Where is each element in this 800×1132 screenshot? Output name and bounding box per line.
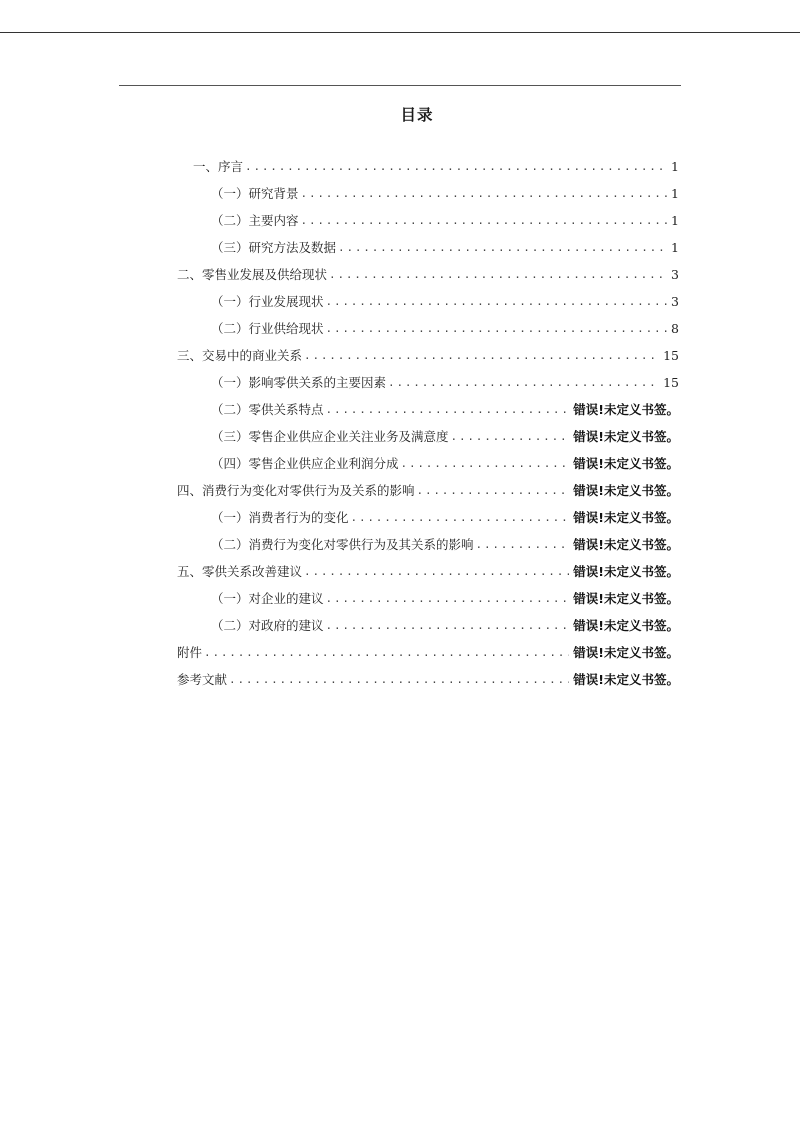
toc-entry-label: （三）零售企业供应企业关注业务及满意度 [211,429,449,444]
toc-entry[interactable] [193,153,679,180]
toc-entry-bookmark-error: 错误!未定义书签。 [573,402,679,417]
toc-entry-label: （四）零售企业供应企业利润分成 [211,456,399,471]
toc-dot-leader [417,477,570,504]
toc-dot-leader [301,180,668,207]
toc-entry-bookmark-error: 错误!未定义书签。 [573,618,679,633]
page-top-border [0,32,800,33]
toc-entry[interactable] [211,396,679,423]
toc-entry[interactable] [211,369,679,396]
toc-entry-label: （一）消费者行为的变化 [211,510,349,525]
toc-entry[interactable] [177,477,679,504]
toc-entry-page-number: 1 [671,240,679,255]
toc-entry-label: 五、零供关系改善建议 [177,564,303,579]
toc-entry-page-number: 1 [671,159,679,174]
toc-entry[interactable] [177,261,679,288]
toc-dot-leader [326,585,570,612]
toc-dot-leader [326,396,570,423]
toc-entry-page-number: 3 [671,267,679,282]
toc-title: 目录 [400,106,434,124]
toc-entry-page-number: 3 [671,294,679,309]
toc-entry-bookmark-error: 错误!未定义书签。 [573,645,679,660]
toc-entry-label: 附件 [177,645,203,660]
toc-entry[interactable] [177,342,679,369]
toc-entry[interactable] [177,639,679,666]
toc-entry-label: （二）零供关系特点 [211,402,324,417]
toc-dot-leader [329,261,667,288]
toc-entry[interactable] [211,234,679,261]
toc-dot-leader [401,450,570,477]
toc-entry[interactable] [211,315,679,342]
toc-dot-leader [304,558,569,585]
toc-entry[interactable] [211,288,679,315]
toc-entry-bookmark-error: 错误!未定义书签。 [573,591,679,606]
toc-entry[interactable] [211,450,679,477]
toc-dot-leader [476,531,570,558]
toc-entry-label: （二）主要内容 [211,213,299,228]
toc-entry-label: （二）消费行为变化对零供行为及其关系的影响 [211,537,474,552]
toc-entry[interactable] [211,207,679,234]
toc-entry-bookmark-error: 错误!未定义书签。 [573,537,679,552]
toc-entry-label: （二）对政府的建议 [211,618,324,633]
toc-entry-label: （一）研究背景 [211,186,299,201]
toc-dot-leader [304,342,659,369]
toc-entry-bookmark-error: 错误!未定义书签。 [573,510,679,525]
toc-entry-label: （三）研究方法及数据 [211,240,337,255]
toc-entry-label: 参考文献 [177,672,228,687]
toc-entry[interactable] [211,180,679,207]
toc-entry[interactable] [177,666,679,693]
toc-dot-leader [245,153,667,180]
toc-dot-leader [388,369,659,396]
toc-entry-label: （二）行业供给现状 [211,321,324,336]
toc-entry-bookmark-error: 错误!未定义书签。 [573,429,679,444]
toc-entry-bookmark-error: 错误!未定义书签。 [573,483,679,498]
toc-entry-page-number: 1 [671,213,679,228]
toc-entry-bookmark-error: 错误!未定义书签。 [573,456,679,471]
toc-dot-leader [326,612,570,639]
toc-entry-label: 四、消费行为变化对零供行为及关系的影响 [177,483,415,498]
toc-entry-label: 一、序言 [193,159,244,174]
toc-dot-leader [204,639,569,666]
toc-dot-leader [301,207,668,234]
toc-entry-label: 二、零售业发展及供给现状 [177,267,328,282]
toc-dot-leader [451,423,570,450]
toc-entry-page-number: 1 [671,186,679,201]
toc-dot-leader [229,666,569,693]
toc-entry[interactable] [211,612,679,639]
toc-entry-page-number: 8 [671,321,679,336]
toc-entry-page-number: 15 [663,348,679,363]
toc-dot-leader [326,288,668,315]
toc-entry-label: （一）行业发展现状 [211,294,324,309]
toc-entry-label: （一）影响零供关系的主要因素 [211,375,387,390]
toc-entry[interactable] [177,558,679,585]
toc-dot-leader [338,234,667,261]
toc-entry[interactable] [211,585,679,612]
toc-entry-bookmark-error: 错误!未定义书签。 [573,672,679,687]
toc-entry[interactable] [211,423,679,450]
toc-entry-page-number: 15 [663,375,679,390]
toc-entry-label: （一）对企业的建议 [211,591,324,606]
toc-entry[interactable] [211,531,679,558]
toc-entry[interactable] [211,504,679,531]
toc-dot-leader [351,504,570,531]
toc-entry-bookmark-error: 错误!未定义书签。 [573,564,679,579]
header-rule [119,85,681,86]
toc-entry-label: 三、交易中的商业关系 [177,348,303,363]
toc-dot-leader [326,315,668,342]
